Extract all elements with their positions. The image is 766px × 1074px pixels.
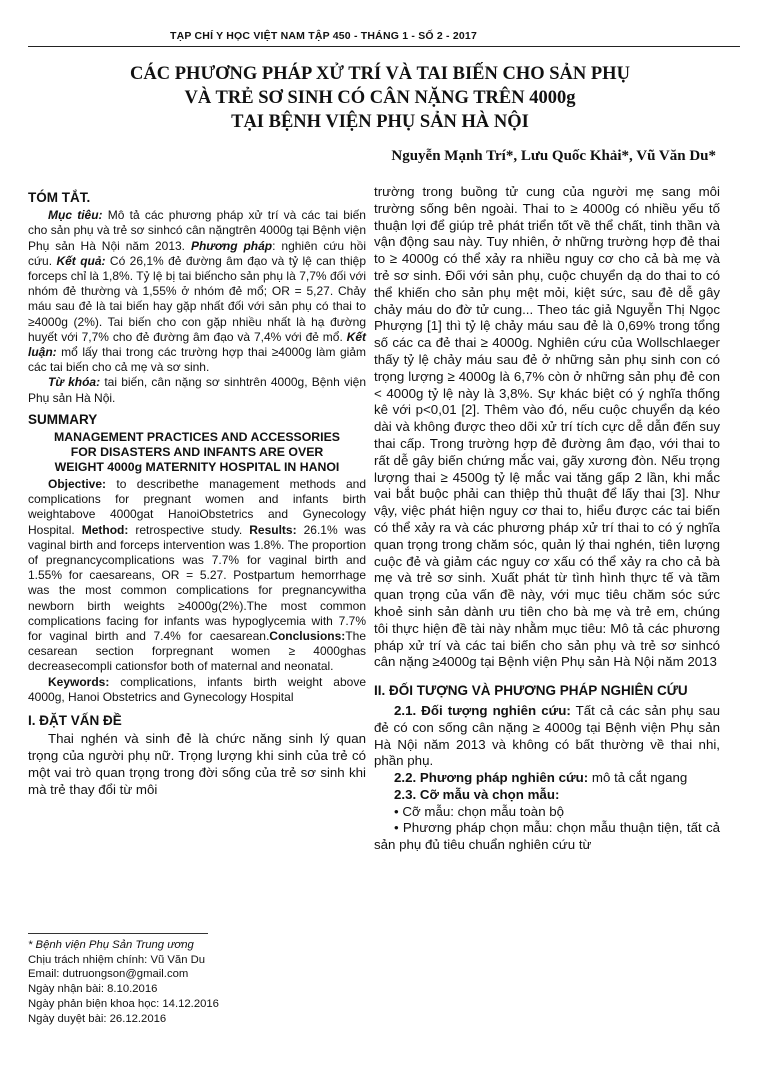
- keywords-vi: [28, 375, 366, 405]
- footnote-responsible: Chịu trách nhiệm chính: Vũ Văn Du: [28, 953, 206, 966]
- objective-label-en: Objective:: [48, 477, 107, 492]
- keywords-label-vi: Từ khóa:: [48, 375, 101, 390]
- footnote-affiliation: [28, 938, 358, 953]
- method-label-en: Method:: [81, 522, 129, 537]
- right-column: [374, 184, 720, 854]
- footnote-approved: Ngày duyệt bài: 26.12.2016: [28, 1012, 167, 1025]
- result-text-vi: Có 26,1% đẻ đường âm đạo và tỷ lệ can thiệp forceps chỉ là 1,8%. Tỷ lệ bị tai biếncho sản phụ là 7,7% đối với nhóm đẻ thường và 1,55% ở nhóm đẻ mổ; OR = 5,27. Chảy máu sau đẻ là tai biến hay gặp nhất đối với sản phụ có thai to ≥4000g (2%). Tai biến cho con gặp nhiều nhất là hạ đường huyết với 7,7% cho đẻ đường âm đạo và 7,4% với đẻ mổ.: [28, 253, 367, 344]
- conclusions-text-en: The cesarean section forpregnant women ≥ 4000ghas decreasecompli cationsfor both of maternal and neonatal.: [28, 629, 366, 674]
- bullet-sampling-method: • Phương pháp chọn mẫu: chọn mẫu thuận tiện, tất cả sản phụ đủ tiêu chuẩn nghiên cứu từ: [374, 820, 720, 853]
- footnote-received: Ngày nhận bài: 8.10.2016: [28, 983, 158, 996]
- abstract-vi-heading: TÓM TẮT.: [28, 190, 91, 205]
- authors: Nguyễn Mạnh Trí*, Lưu Quốc Khải*, Vũ Văn Du*: [391, 148, 716, 164]
- keywords-en: [28, 675, 366, 705]
- title-line-2: VÀ TRẺ SƠ SINH CÓ CÂN NẶNG TRÊN 4000g: [184, 88, 576, 108]
- section-1-paragraph-right: trường trong buồng tử cung của người mẹ sang môi trường sống bên ngoài. Thai to ≥ 4000g có nhiều yếu tố thuận lợi để giúp trẻ phát triển tốt về thể chất, tinh thần và vận động sau này. Tuy nhiên, ở những trường hợp đẻ thai to ≥ 4000g có thể xảy ra nhiều nguy cơ cho cả bà mẹ và trẻ sơ sinh. Đối với sản phụ, cuộc chuyển dạ do thai to có thể khiến cho sản phụ mệt mỏi, kiệt sức, sau đẻ dễ gây chảy máu do đờ tử cung... Theo tác giả Nguyễn Thị Ngọc Phượng [1] thì tỷ lệ chảy máu sau đẻ là 0,69% trong tổng số các ca đẻ thai ≥ 4000g. Nghiên cứu của Wollschlaeger thấy tỷ lệ chảy máu sau đẻ ở những sản phụ sinh con có trọng lượng ≥ 4000g là 6,7% còn ở những sản phụ đẻ con < 4000g tỷ lệ này là 3,8%. Sự khác biệt có ý nghĩa thống kê với p<0,01 [2]. Thêm vào đó, nếu cuộc chuyển dạ kéo dài và không được theo dõi xử trí tích cực dễ dẫn đến suy thai cấp. Trong trường hợp đẻ đường âm đạo, với thai to rất dễ gây biến chứng mắc vai, gãy xương đòn. Nếu trọng lượng thai ≥ 4500g tỷ lệ mắc vai tăng gấp 2 lần, khi mắc vai bắt buộc phải can thiệp thủ thuật để lấy thai [3]. Như vậy, việc phát hiện nguy cơ thai to, hiểu được các tai biến có thể xảy ra và các phương pháp xử trí thai to có ý nghĩa quan trọng trong chăm sóc, quản lý thai nghén, tiên lượng cuộc đẻ và giảm các nguy cơ xấu có thể xảy ra cho cả bà mẹ và trẻ sơ sinh. Xuất phát từ tình hình thực tế và tầm quan trọng của vấn đề này, với mục tiêu chăm sóc sức khoẻ sinh sản dành ưu tiên cho bà mẹ và trẻ em, chúng tôi thực hiện đề tài này nhằm mục tiêu: Mô tả các phương pháp xử trí và các tai biến cho sản phụ và trẻ sơ sinhcó cân nặng ≥4000g tại Bệnh viện Phụ sản Hà Nội năm 2013: [374, 184, 720, 670]
- header-rule: [28, 46, 740, 47]
- title-line-1: CÁC PHƯƠNG PHÁP XỬ TRÍ VÀ TAI BIẾN CHO SẢN PHỤ: [130, 64, 630, 84]
- left-column: [28, 184, 366, 798]
- journal-header: TẠP CHÍ Y HỌC VIỆT NAM TẬP 450 - THÁNG 1 - SỐ 2 - 2017: [170, 30, 478, 42]
- article-title: [60, 62, 700, 134]
- keywords-text-en: complications, infants birth weight above 4000g, Hanoi Obstetrics and Gynecology Hospital: [28, 674, 366, 704]
- footnote-email: Email: dutruongson@gmail.com: [28, 968, 189, 981]
- section-2-heading: II. ĐỐI TƯỢNG VÀ PHƯƠNG PHÁP NGHIÊN CỨU: [374, 683, 688, 699]
- results-label-en: Results:: [249, 522, 297, 537]
- s23-label: 2.3. Cỡ mẫu và chọn mẫu:: [394, 786, 560, 802]
- keywords-label-en: Keywords:: [48, 674, 110, 689]
- affiliation-text: * Bệnh viện Phụ Sản Trung ương: [28, 939, 194, 951]
- conclusion-label-vi: Kết luận:: [28, 329, 366, 360]
- title-line-3: TẠI BỆNH VIỆN PHỤ SẢN HÀ NỘI: [231, 112, 529, 132]
- section-2-2: [374, 770, 720, 787]
- section-1-paragraph-left: Thai nghén và sinh đẻ là chức năng sinh lý quan trọng của người phụ nữ. Trọng lượng khi sinh của trẻ có một vai trò quan trọng trong đời sống của trẻ sơ sinh khi mà trẻ thay đổi từ môi: [28, 731, 366, 797]
- abstract-en-text: [28, 477, 366, 675]
- method-label-vi: Phương pháp: [190, 238, 273, 253]
- results-text-en: 26.1% was vaginal birth and forceps intervention was 1.8%. The proportion of pregnancycomplications was 7.7% for vaginal birth and 1.55% for caesareans, OR = 5.27. Postpartum hemorrhage was the most common complications for pregnancywitha newborn birth weights ≥4000g(2%).The most common complications facing for infants was hypoglycemia with 7.7% for vaginal birth and 7.4% for caesarean.: [28, 522, 366, 644]
- section-2-3: [374, 787, 720, 804]
- s21-text: Tất cả các sản phụ sau đẻ có con sống cân nặng ≥ 4000g tại Bệnh viện Phụ sản Hà Nội năm 2013 và không có bất thường về thai nhi, phần phụ.: [374, 702, 720, 769]
- footnote-reviewed: Ngày phản biện khoa học: 14.12.2016: [28, 997, 219, 1010]
- bullet-sample-size: • Cỡ mẫu: chọn mẫu toàn bộ: [394, 803, 565, 819]
- method-text-en: retrospective study.: [128, 522, 250, 537]
- objective-text-vi: Mô tả các phương pháp xử trí và các tai biến cho sản phụ và trẻ sơ sinhcó cân nặngtrên 4000g tại Bệnh viện Phụ sản Hà Nội năm 2013.: [28, 208, 366, 253]
- conclusions-label-en: Conclusions:: [269, 629, 346, 644]
- result-label-vi: Kết quả:: [56, 253, 106, 268]
- s22-text: mô tả cắt ngang: [588, 770, 688, 786]
- summary-heading: SUMMARY: [28, 411, 98, 427]
- method-text-vi: : nghiên cứu hồi cứu.: [28, 238, 366, 268]
- english-title: MANAGEMENT PRACTICES AND ACCESSORIES FOR DISASTERS AND INFANTS ARE OVER WEIGHT 4000g MATERNITY HOSPITAL IN HANOI: [53, 430, 341, 475]
- conclusion-text-vi: mổ lấy thai trong các trường hợp thai ≥4000g làm giảm các tai biến cho cả mẹ và sơ sinh.: [28, 345, 366, 375]
- footnote-rule: [28, 933, 208, 934]
- abstract-vi-text: [28, 208, 366, 375]
- objective-label-vi: Mục tiêu:: [48, 208, 103, 223]
- keywords-text-vi: tai biến, cân nặng sơ sinhtrên 4000g, Bệnh viện Phụ sản Hà Nội.: [28, 375, 367, 405]
- s22-label: 2.2. Phương pháp nghiên cứu:: [394, 770, 589, 786]
- s21-label: 2.1. Đối tượng nghiên cứu:: [394, 702, 571, 718]
- objective-text-en: to describethe management methods and complications for pregnant women and infants birth weightabove 4000gat HanoiObstetrics and Gynecology Hospital.: [28, 477, 366, 537]
- section-2-1: [374, 703, 720, 770]
- footnote: [28, 938, 358, 1026]
- section-1-heading: I. ĐẶT VẤN ĐỀ: [28, 713, 122, 729]
